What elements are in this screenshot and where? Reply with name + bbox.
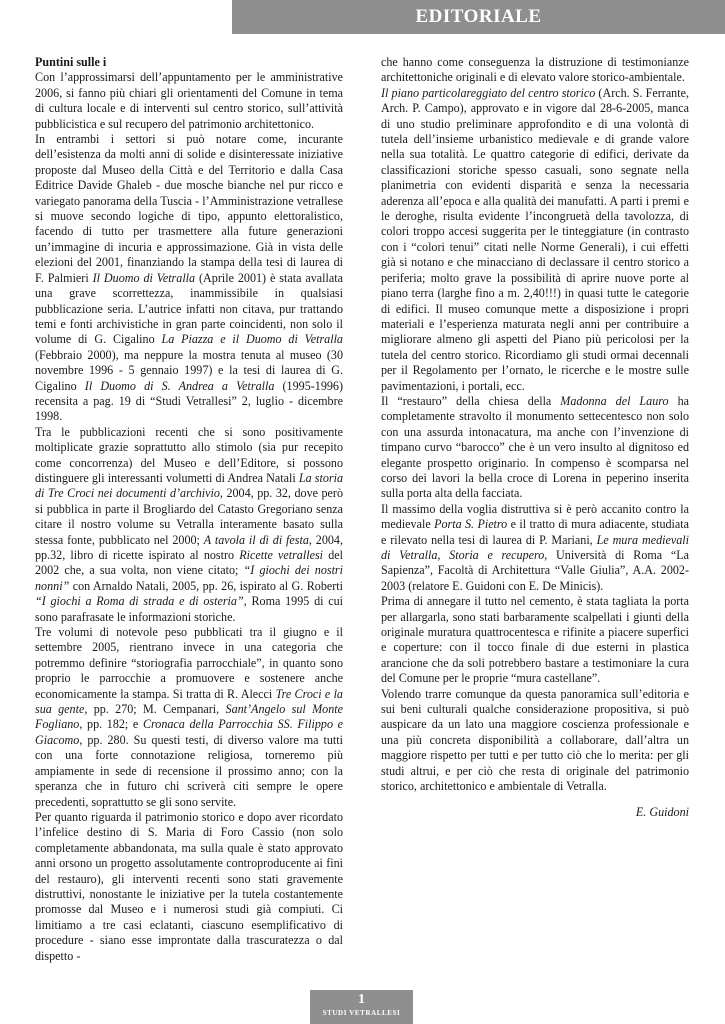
section-title: EDITORIALE [415, 6, 542, 27]
page-footer [310, 990, 413, 1024]
paragraph: Il “restauro” della chiesa della Madonna del Lauro ha completamente stravolto il monumento settecentesco non solo con una assurda intonacatura, ma anche con l’invenzione di timpano curvo “barocco” che è un vero insulto al dignitoso ed elegante prospetto originario. In compenso è scomparsa nel corso dei lavori la bella croce di Lorena in peperino inserita sulla porta alta della facciata. [381, 393, 689, 501]
journal-name: STUDI VETRALLESI [322, 1009, 401, 1017]
article-heading: Puntini sulle i [35, 55, 107, 69]
author-signature: E. Guidoni [635, 804, 689, 819]
section-header [232, 0, 725, 34]
right-column [381, 55, 689, 820]
paragraph: In entrambi i settori si può notare come, incurante dell’esistenza da molti anni di solide e disinteressate iniziative proposte dal Museo della Città e del Territorio e dalla Casa Editrice Davide Ghaleb - due mosche bianche nel pur ricco e variegato panorama della Tuscia - l’Amministrazione vetrallese si muove secondo logiche di tipo, appunto elettoralistico, facendo di tutto per trasmettere alla future generazioni un’immagine di incuria e approssimazione. Già in vista delle elezioni del 2001, finanziando la stampa della tesi di laurea di F. Palmieri Il Duomo di Vetralla (Aprile 2001) è stata avallata una grave scorrettezza, inammissibile in qualsiasi pubblicazione seria. L’autrice infatti non citava, pur trattando temi e fonti archivistiche in gran parte coincidenti, non solo il volume di G. Cigalino La Piazza e il Duomo di Vetralla (Febbraio 2000), ma neppure la mostra tenuta al museo (30 novembre 1996 - 5 gennaio 1997) e la tesi di laurea di G. Cigalino Il Duomo di S. Andrea a Vetralla (1995-1996) recensita a pag. 19 di “Studi Vetrallesi” 2, luglio - dicembre 1998. [35, 132, 343, 424]
paragraph: Volendo trarre comunque da questa panoramica sull’editoria e sui beni culturali qualche considerazione propositiva, si può auspicare da un lato una maggiore coscienza professionale e una più concreta disponibilità a collaborare, dall’altra un maggiore rispetto per tutti e per tutto ciò che lo merita: per gli studi altrui, e per ciò che resta di originale del patrimonio storico, architettonico e ambientale di Vetralla. [381, 686, 689, 794]
paragraph: Il piano particolareggiato del centro storico (Arch. S. Ferrante, Arch. P. Campo), approvato e in vigore dal 28-6-2005, manca di uno studio preliminare approfondito e di una volontà di tutela dell’insieme urbanistico medievale e di grande valore nella sua totalità. Le quattro categorie di edifici, derivate da classificazioni storiche spesso casuali, sono segnate nella planimetria con evidenti disparità e senza la necessaria aderenza all’epoca e alla qualità dei manufatti. A parti i premi e le deroghe, risulta evidente l’incongruetà della tavolozza, di colori troppo accesi suggerita per le tinteggiature (in contrasto con i “colori tenui” citati nelle Norme Generali), i cui effetti già si notano e che minacciano di declassare il centro storico a periferia; molto grave la possibilità di aprire nuove porte al piano terra (larghe fino a m. 2,40!!!) in quasi tutte le categorie di edifici. Il museo comunque mette a disposizione i propri materiali e l’esperienza maturata negli anni per contribuire a migliorare almeno gli aspetti del Piano più pericolosi per la tutela del centro storico. Ricordiamo gli studi ormai decennali per il Regolamento per l’ornato, le ricerche e le mostre sulle pavimentazioni, i portali, ecc. [381, 85, 689, 393]
paragraph: Il massimo della voglia distruttiva si è però accanito contro la medievale Porta S. Pietro e il tratto di mura adiacente, studiata e rilevato nella tesi di laurea di P. Mariani, Le mura medievali di Vetralla, Storia e recupero, Università di Roma “La Sapienza”, Facoltà di Architettura “Valle Giulia”, A.A. 2002-2003 (relatore E. Guidoni con E. De Minicis). [381, 501, 690, 593]
left-column [35, 55, 343, 964]
paragraph: che hanno come conseguenza la distruzione di testimonianze architettoniche originali e di elevato valore storico-ambientale. [381, 55, 689, 85]
paragraph: Per quanto riguarda il patrimonio storico e dopo aver ricordato l’infelice destino di S. Maria di Foro Cassio (non solo completamente abbandonata, ma sulla quale è stato approvato anni orsono un progetto assolutamente controproducente ai fini del restauro), gli interventi recenti sono stati gravemente distruttivi, nonostante le iniziative per la tutela costantemente promosse dal Museo e i numerosi studi già compiuti. Ci limitiamo a tre casi eclatanti, ciascuno esemplificativo di procedure - siano esse improntate dalla trascuratezza o dal dispetto - [35, 809, 343, 963]
paragraph: Prima di annegare il tutto nel cemento, è stata tagliata la porta per allargarla, sono stati barbaramente scalpellati i giunti della originale muratura quattrocentesca e rifinite a piacere superfici e coperture: con il tocco finale di due esterni in plastica arancione che da soli potrebbero bastare a testimoniare la cura del Comune per le proprie “mura castellane”. [381, 594, 689, 686]
paragraph: Tra le pubblicazioni recenti che si sono positivamente moltiplicate grazie soprattutto allo stimolo (sia pur recepito come concorrenza) del Museo e dell’Editore, si possono distinguere gli interessanti volumetti di Andrea Natali La storia di Tre Croci nei documenti d’archivio, 2004, pp. 32, dove però si pubblica in parte il Brogliardo del Catasto Gregoriano senza citare il nostro volume su Vetralla interamente basato sulla stessa fonte, pubblicato nel 2000; A tavola il dì di festa, 2004, pp.32, libro di ricette ispirato al nostro Ricette vetrallesi del 2002 che, a sua volta, non viene citato; “I giochi dei nostri nonni” con Arnaldo Natali, 2005, pp. 26, ispirato al G. Roberti “I giochi a Roma di strada e di osteria”, Roma 1995 di cui sono parafrasate le informazioni storiche. [35, 424, 344, 624]
paragraph: Tre volumi di notevole peso pubblicati tra il giugno e il settembre 2005, rientrano invece in una categoria che potremmo definire “storiografia parrocchiale”, in quanto sono proprio le parrocchie a promuovere e sostenere anche economicamente la stampa. Si tratta di R. Alecci Tre Croci e la sua gente, pp. 270; M. Cempanari, Sant’Angelo sul Monte Fogliano, pp. 182; e Cronaca della Parrocchia SS. Filippo e Giacomo, pp. 280. Su questi testi, di diverso valore ma tutti con una forte connotazione religiosa, torneremo più ampiamente in sede di recensione il prossimo anno; con la speranza che in futuro chi scriverà citi sempre le opere precedenti, soprattutto se gli sono servite. [35, 625, 344, 809]
paragraph: Con l’approssimarsi dell’appuntamento per le amministrative 2006, si fanno più chiari gli orientamenti del Comune in tema di cultura locale e di interventi sul centro storico, sull’attività pubblicistica e sul recupero del patrimonio architettonico. [35, 70, 343, 131]
page-number: 1 [358, 992, 365, 1007]
